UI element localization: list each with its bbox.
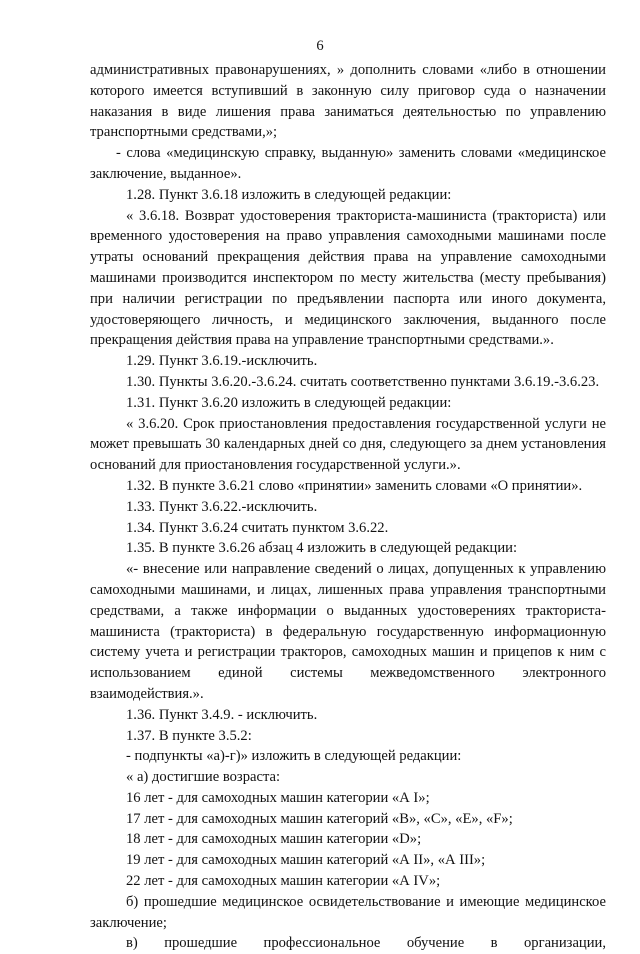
paragraph-age-18: 18 лет - для самоходных машин категории «D»;: [126, 831, 422, 848]
paragraph-1-36: 1.36. Пункт 3.4.9. - исключить.: [126, 706, 318, 723]
paragraph-1-28: 1.28. Пункт 3.6.18 изложить в следующей редакции:: [126, 186, 452, 203]
paragraph-item-b: б) прошедшие медицинское освидетельствование и имеющие медицинское заключение;: [90, 893, 606, 931]
paragraph-item-v: в) прошедшие профессиональное обучение в организации,: [126, 935, 606, 952]
paragraph-1-35: 1.35. В пункте 3.6.26 абзац 4 изложить в следующей редакции:: [126, 540, 518, 557]
paragraph-age-17: 17 лет - для самоходных машин категорий «В», «С», «Е», «F»;: [126, 810, 513, 827]
paragraph-item-a: « а) достигшие возраста:: [126, 769, 281, 786]
paragraph-3-6-20: « 3.6.20. Срок приостановления предоставления государственной услуги не может превышать 30 календарных дней со дня, следующего за днем установления оснований для приостановления государственной услуги.».: [90, 415, 606, 474]
paragraph-1-37: 1.37. В пункте 3.5.2:: [126, 727, 252, 744]
paragraph-age-22: 22 лет - для самоходных машин категории «А IV»;: [126, 873, 441, 890]
paragraph-1-31: 1.31. Пункт 3.6.20 изложить в следующей редакции:: [126, 394, 452, 411]
document-body: [90, 60, 606, 954]
paragraph-age-19: 19 лет - для самоходных машин категорий «А II», «А III»;: [126, 852, 486, 869]
paragraph-abzac-4: «- внесение или направление сведений о лицах, допущенных к управлению самоходными машинами, и лицах, лишенных права управления транспортными средствами, а также информации о выданных удостоверениях тракториста-машиниста (тракториста) в федеральную государственную информационную систему учета и регистрации тракторов, самоходных машин и прицепов к ним с использованием единой системы межведомственного электронного взаимодействия.».: [90, 561, 606, 702]
paragraph-1-32: 1.32. В пункте 3.6.21 слово «принятии» заменить словами «О принятии».: [126, 477, 583, 494]
paragraph-replace-words: - слова «медицинскую справку, выданную» заменить словами «медицинское заключение, выданное».: [90, 145, 606, 182]
paragraph-age-16: 16 лет - для самоходных машин категории «А I»;: [126, 789, 430, 806]
paragraph-1-33: 1.33. Пункт 3.6.22.-исключить.: [126, 498, 318, 515]
paragraph-1-30: 1.30. Пункты 3.6.20.-3.6.24. считать соответственно пунктами 3.6.19.-3.6.23.: [126, 373, 600, 390]
page-number: 6: [316, 38, 324, 54]
paragraph-intro-continuation: административных правонарушениях, » дополнить словами «либо в отношении которого имеется вступивший в законную силу приговор суда о назначении наказания в виде лишения права заниматься деятельностью по управлению транспортными средствами,»;: [90, 62, 606, 141]
paragraph-subpoints: - подпункты «а)-г)» изложить в следующей редакции:: [126, 748, 462, 765]
paragraph-1-34: 1.34. Пункт 3.6.24 считать пунктом 3.6.22.: [126, 519, 389, 536]
paragraph-3-6-18: « 3.6.18. Возврат удостоверения тракториста-машиниста (тракториста) или временного удостоверения на право управления самоходными машинами после утраты оснований прекращения действия права на управление самоходными машинами производится инспектором по месту жительства (месту пребывания) при наличии регистрации по предъявлении паспорта или иного документа, удостоверяющего личность, и медицинского заключения, выданного после прекращения действия права на управление транспортными средствами.».: [90, 207, 606, 349]
paragraph-1-29: 1.29. Пункт 3.6.19.-исключить.: [126, 353, 318, 370]
